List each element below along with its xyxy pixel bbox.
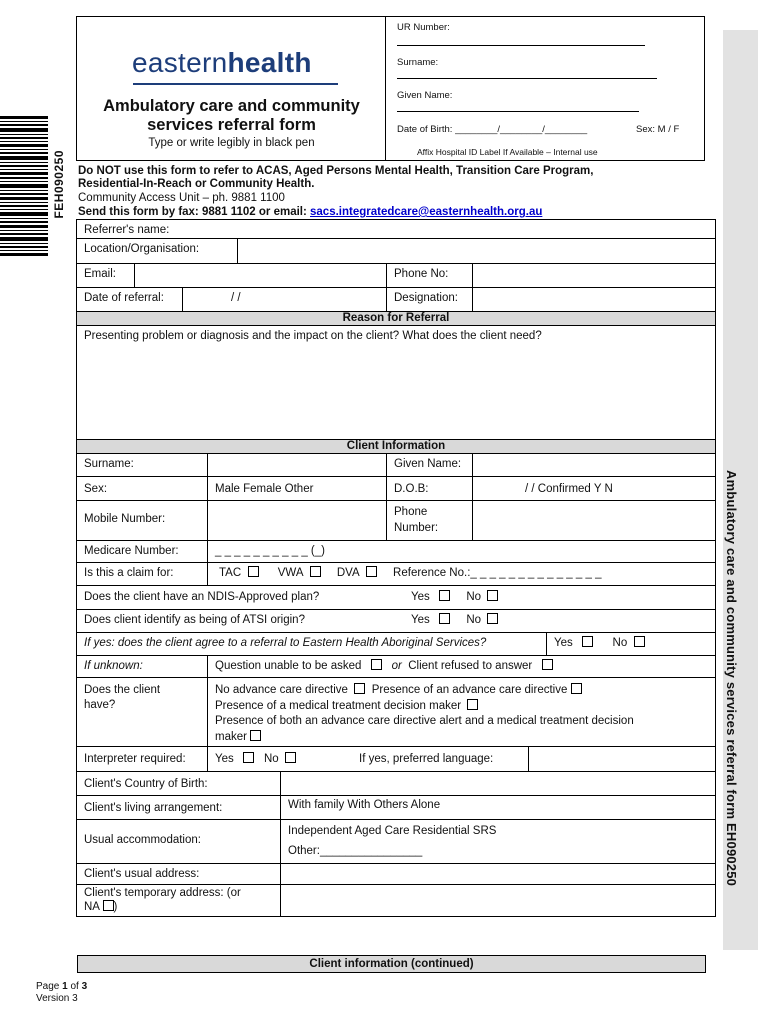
row-directive — [77, 678, 715, 747]
row-temp-address — [77, 885, 715, 917]
unknown-options — [207, 656, 560, 677]
atsi-yes-checkbox[interactable] — [439, 613, 450, 624]
version-label: Version 3 — [36, 993, 78, 1004]
client-phone-label — [386, 501, 445, 540]
client-phone-label-2: Number: — [394, 522, 439, 534]
page-number — [36, 981, 87, 992]
row-living — [77, 796, 715, 820]
page-num: 1 — [62, 981, 68, 992]
directive-mtdm-checkbox[interactable] — [467, 699, 478, 710]
directive-both-label: Presence of both an advance care directive alert and a medical treatment decision — [215, 715, 634, 727]
ur-number-field[interactable] — [397, 45, 645, 46]
directive-present-checkbox[interactable] — [571, 683, 582, 694]
ndis-no-checkbox[interactable] — [487, 590, 498, 601]
temp-address-label-1: Client's temporary address: (or — [84, 887, 241, 899]
claim-vwa-label: VWA — [277, 567, 304, 579]
atsi-agree-label: If yes: does the client agree to a referral to Eastern Health Aboriginal Services? — [84, 637, 487, 649]
accommodation-other[interactable]: Other:________________ — [288, 845, 423, 857]
directive-present-label: Presence of an advance care directive — [371, 684, 568, 696]
directive-none-label: No advance care directive — [215, 684, 348, 696]
form-title-line1: Ambulatory care and community — [103, 97, 360, 115]
unknown-question-checkbox[interactable] — [371, 659, 382, 670]
client-dob-label: D.O.B: — [386, 477, 436, 500]
interpreter-label: Interpreter required: — [84, 753, 186, 765]
email-field[interactable] — [134, 264, 386, 287]
logo — [132, 47, 312, 79]
claim-vwa-checkbox[interactable] — [310, 566, 321, 577]
date-of-referral-field[interactable]: / / — [182, 288, 386, 311]
row-interpreter — [77, 747, 715, 772]
affix-label: Affix Hospital ID Label If Available – Internal use — [417, 147, 598, 157]
temp-address-field[interactable] — [280, 885, 715, 916]
medicare-field[interactable]: _ _ _ _ _ _ _ _ _ _ (_) — [207, 541, 332, 562]
atsi-yes-label: Yes — [411, 614, 430, 626]
interpreter-no-checkbox[interactable] — [285, 752, 296, 763]
page-of: of — [67, 981, 82, 992]
client-surname-field[interactable] — [207, 454, 386, 476]
atsi-agree-options — [546, 633, 652, 655]
header-box — [76, 16, 705, 161]
row-ndis — [77, 586, 715, 610]
date-of-referral-label: Date of referral: — [84, 292, 164, 304]
interpreter-no-label: No — [263, 753, 279, 765]
referrer-name-label: Referrer's name: — [84, 224, 170, 236]
row-email-phone — [77, 264, 715, 288]
client-given-field[interactable] — [472, 454, 715, 476]
logo-light: eastern — [132, 47, 228, 78]
unknown-or: or — [391, 660, 402, 672]
phone-field[interactable] — [472, 264, 715, 287]
side-title: Ambulatory care and community services referral form EH090250 — [724, 470, 739, 887]
interpreter-language-field[interactable] — [528, 747, 715, 771]
sex-label[interactable]: Sex: M / F — [636, 124, 680, 135]
temp-address-label: Client's temporary address: (or NA ) — [84, 887, 241, 913]
phone-label: Phone No: — [386, 264, 455, 287]
row-sex-dob — [77, 477, 715, 501]
ndis-options — [404, 586, 505, 609]
ndis-yes-checkbox[interactable] — [439, 590, 450, 601]
claim-tac-checkbox[interactable] — [248, 566, 259, 577]
atsi-agree-no-label: No — [612, 637, 628, 649]
interpreter-language-label: If yes, preferred language: — [359, 753, 494, 765]
claim-dva-label: DVA — [336, 567, 360, 579]
directive-both-checkbox[interactable] — [250, 730, 261, 741]
location-label: Location/Organisation: — [84, 243, 200, 255]
referral-form — [76, 219, 716, 917]
row-unknown — [77, 656, 715, 678]
atsi-agree-yes-checkbox[interactable] — [582, 636, 593, 647]
given-name-label: Given Name: — [397, 90, 453, 101]
directive-label-1: Does the client — [84, 684, 161, 696]
given-name-field[interactable] — [397, 111, 639, 112]
unknown-question-label: Question unable to be asked — [215, 660, 362, 672]
client-phone-label-1: Phone — [394, 506, 428, 518]
atsi-no-label: No — [466, 614, 482, 626]
client-surname-label: Surname: — [84, 458, 134, 470]
instruction-warning-2: Residential-In-Reach or Community Health. — [78, 178, 315, 190]
directive-mtdm-label: Presence of a medical treatment decision maker — [215, 699, 462, 712]
claim-tac-label: TAC — [219, 567, 242, 579]
client-given-label: Given Name: — [386, 454, 468, 476]
page-prefix: Page — [36, 981, 63, 992]
unknown-refused-label: Client refused to answer — [408, 660, 533, 672]
row-usual-address — [77, 864, 715, 885]
row-atsi — [77, 610, 715, 633]
claim-label: Is this a claim for: — [84, 567, 174, 579]
accommodation-options — [280, 820, 503, 863]
accommodation-choices[interactable]: Independent Aged Care Residential SRS — [288, 825, 497, 837]
dob-label[interactable]: Date of Birth: ________/________/________ — [397, 124, 588, 135]
form-title — [77, 97, 386, 135]
instruction-warning-1: Do NOT use this form to refer to ACAS, Aged Persons Mental Health, Transition Care Program, — [78, 165, 594, 177]
row-accommodation — [77, 820, 715, 864]
claim-dva-checkbox[interactable] — [366, 566, 377, 577]
interpreter-yes-checkbox[interactable] — [243, 752, 254, 763]
logo-bold: health — [227, 47, 312, 78]
row-medicare — [77, 541, 715, 563]
atsi-no-checkbox[interactable] — [487, 613, 498, 624]
mobile-label: Mobile Number: — [84, 513, 166, 525]
interpreter-yes-label: Yes — [215, 753, 234, 765]
reason-header: Reason for Referral — [77, 312, 715, 326]
directive-label — [77, 678, 167, 746]
medicare-label: Medicare Number: — [84, 545, 179, 557]
row-reason[interactable] — [77, 326, 715, 440]
usual-address-field[interactable] — [280, 864, 715, 884]
row-location — [77, 239, 715, 264]
row-atsi-agree — [77, 633, 715, 656]
claim-reference[interactable]: Reference No.:_ _ _ _ _ _ _ _ _ _ _ _ _ _ — [393, 567, 602, 579]
surname-label: Surname: — [397, 57, 439, 68]
atsi-agree-no-checkbox[interactable] — [634, 636, 645, 647]
directive-none-checkbox[interactable] — [354, 683, 365, 694]
ndis-label: Does the client have an NDIS-Approved plan? — [84, 591, 320, 603]
interpreter-options — [207, 747, 303, 771]
directive-label-2: have? — [84, 699, 116, 711]
living-label: Client's living arrangement: — [84, 802, 223, 814]
directive-options — [207, 678, 641, 746]
unknown-refused-checkbox[interactable] — [542, 659, 553, 670]
email-label: Email: — [84, 268, 116, 280]
ndis-no-label: No — [466, 591, 482, 603]
client-info-continued-header: Client information (continued) — [77, 955, 706, 973]
barcode-code: FEH090250 — [52, 150, 66, 219]
form-title-line2: services referral form — [147, 116, 316, 134]
accommodation-label: Usual accommodation: — [84, 834, 201, 846]
client-sex-options[interactable]: Male Female Other — [207, 477, 320, 500]
row-client-name — [77, 454, 715, 477]
row-country — [77, 772, 715, 796]
row-claim — [77, 563, 715, 586]
client-sex-label: Sex: — [84, 483, 108, 495]
usual-address-label: Client's usual address: — [84, 868, 200, 880]
send-prefix: Send this form by fax: 9881 1102 or email: — [78, 206, 311, 218]
row-mobile-phone — [77, 501, 715, 541]
unknown-label: If unknown: — [84, 660, 143, 672]
row-date-designation — [77, 288, 715, 312]
temp-address-na-checkbox[interactable] — [103, 900, 114, 911]
atsi-options — [404, 610, 505, 632]
designation-field[interactable] — [472, 288, 715, 311]
location-field[interactable] — [237, 239, 715, 263]
barcode — [0, 116, 48, 258]
client-info-header: Client Information — [77, 440, 715, 454]
designation-label: Designation: — [386, 288, 465, 311]
mobile-field[interactable] — [207, 501, 386, 540]
surname-field[interactable] — [397, 78, 657, 79]
form-subtitle: Type or write legibly in black pen — [148, 137, 315, 149]
header-left — [77, 17, 386, 160]
instruction-send — [78, 206, 542, 219]
page-total: 3 — [81, 981, 88, 992]
temp-address-na: NA — [84, 901, 100, 913]
instruction-phone: Community Access Unit – ph. 9881 1100 — [78, 192, 285, 204]
ndis-yes-label: Yes — [411, 591, 430, 603]
country-label: Client's Country of Birth: — [84, 778, 208, 790]
directive-both-label-2: maker — [215, 730, 247, 743]
logo-underline — [133, 83, 338, 85]
atsi-label: Does client identify as being of ATSI origin? — [84, 614, 305, 626]
reason-prompt: Presenting problem or diagnosis and the impact on the client? What does the client need? — [84, 330, 542, 342]
client-phone-field[interactable] — [472, 501, 715, 540]
ur-number-label: UR Number: — [397, 22, 450, 33]
atsi-agree-yes-label: Yes — [554, 637, 573, 649]
email-link[interactable]: sacs.integratedcare@easternhealth.org.au — [310, 206, 543, 218]
claim-options — [207, 563, 608, 585]
living-options[interactable]: With family With Others Alone — [280, 796, 447, 819]
row-referrer-name — [77, 220, 715, 239]
client-dob-field[interactable]: / / Confirmed Y N — [472, 477, 715, 500]
country-field[interactable] — [280, 772, 715, 795]
